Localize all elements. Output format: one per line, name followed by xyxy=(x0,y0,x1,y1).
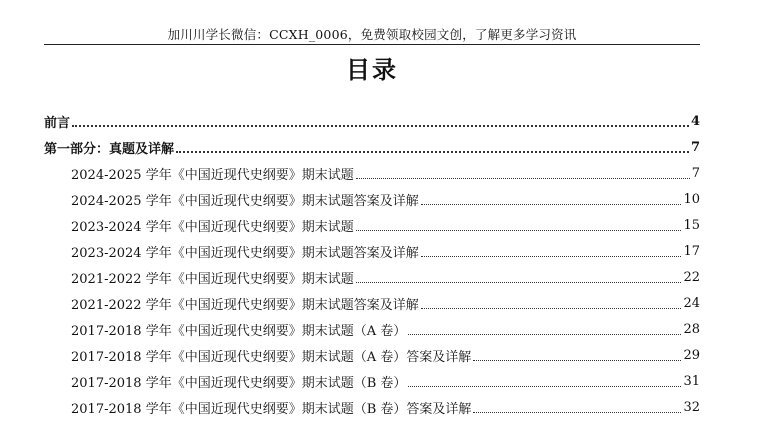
toc-entry[interactable] xyxy=(44,368,700,394)
toc-entry-label: 第一部分：真题及详解 xyxy=(44,141,175,157)
toc-entry[interactable] xyxy=(44,238,700,264)
toc-page-number: 4 xyxy=(690,113,700,129)
toc-page-number: 28 xyxy=(683,321,700,337)
toc-entry[interactable] xyxy=(44,290,700,316)
toc-dot-leader xyxy=(473,412,681,413)
toc-entry-label: 2017-2018 学年《中国近现代史纲要》期末试题（A 卷） xyxy=(71,323,407,339)
toc-page-number: 31 xyxy=(683,373,700,389)
toc-dot-leader xyxy=(473,360,681,361)
toc-page-number: 10 xyxy=(683,191,700,207)
toc-entry-preface[interactable] xyxy=(44,108,700,134)
page-title: 目录 xyxy=(346,55,398,84)
toc-dot-leader xyxy=(421,308,682,309)
toc-dot-leader xyxy=(421,204,682,205)
toc-entry-label: 前言 xyxy=(44,115,71,131)
toc-entry-label: 2017-2018 学年《中国近现代史纲要》期末试题（B 卷） xyxy=(71,375,407,391)
toc-entry-label: 2023-2024 学年《中国近现代史纲要》期末试题 xyxy=(71,219,354,235)
toc-entry[interactable] xyxy=(44,212,700,238)
toc-entry-label: 2023-2024 学年《中国近现代史纲要》期末试题答案及详解 xyxy=(71,245,419,261)
toc-dot-leader xyxy=(408,386,681,387)
toc-entry-part-one[interactable] xyxy=(44,134,700,160)
header-note: 加川川学长微信：CCXH_0006，免费领取校园文创，了解更多学习资讯 xyxy=(167,27,577,42)
toc-page-number: 17 xyxy=(683,243,700,259)
toc-dot-leader xyxy=(408,334,681,335)
toc-page-number: 7 xyxy=(691,165,700,181)
toc-dot-leader xyxy=(72,125,689,127)
toc-entry[interactable] xyxy=(44,316,700,342)
toc-page-number: 32 xyxy=(683,399,700,415)
toc-entry[interactable] xyxy=(44,264,700,290)
header-divider xyxy=(44,44,700,45)
toc-entry-label: 2024-2025 学年《中国近现代史纲要》期末试题 xyxy=(71,167,354,183)
toc-dot-leader xyxy=(176,151,689,153)
toc-page-number: 22 xyxy=(683,269,700,285)
toc-entry[interactable] xyxy=(44,394,700,420)
toc-entry-label: 2017-2018 学年《中国近现代史纲要》期末试题（A 卷）答案及详解 xyxy=(71,349,472,365)
toc-entry[interactable] xyxy=(44,160,700,186)
toc-entry[interactable] xyxy=(44,342,700,368)
toc-entry-label: 2017-2018 学年《中国近现代史纲要》期末试题（B 卷）答案及详解 xyxy=(71,401,472,417)
toc-page-number: 15 xyxy=(683,217,700,233)
toc-page-number: 7 xyxy=(690,139,700,155)
toc-page-number: 24 xyxy=(683,295,700,311)
toc-entry-label: 2021-2022 学年《中国近现代史纲要》期末试题答案及详解 xyxy=(71,297,419,313)
toc-dot-leader xyxy=(356,178,690,179)
toc-entry-label: 2021-2022 学年《中国近现代史纲要》期末试题 xyxy=(71,271,354,287)
toc-dot-leader xyxy=(421,256,682,257)
toc-dot-leader xyxy=(356,282,682,283)
toc-dot-leader xyxy=(356,230,682,231)
toc-entry-label: 2024-2025 学年《中国近现代史纲要》期末试题答案及详解 xyxy=(71,193,419,209)
toc-entry[interactable] xyxy=(44,186,700,212)
table-of-contents xyxy=(44,108,700,420)
toc-page-number: 29 xyxy=(683,347,700,363)
